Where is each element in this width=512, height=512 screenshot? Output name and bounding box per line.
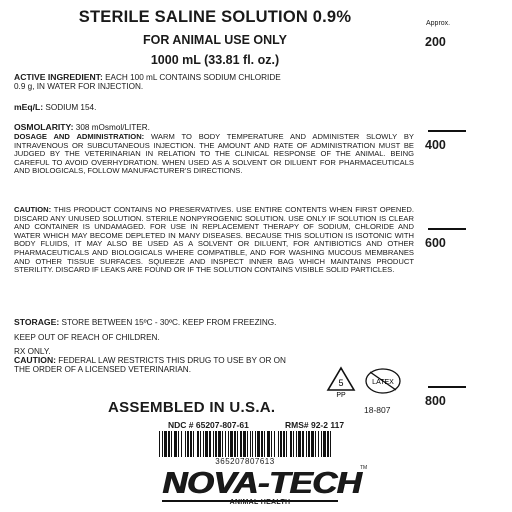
brand-tm: TM	[360, 465, 368, 471]
graduation-mark-400: 400	[425, 138, 446, 152]
active-ingredient	[14, 73, 414, 92]
active-ingredient-line1: EACH 100 mL CONTAINS SODIUM CHLORIDE	[105, 73, 281, 82]
barcode-bars	[155, 431, 335, 457]
osmolarity-line	[14, 123, 414, 132]
ndc-number: NDC # 65207-807-61	[168, 420, 249, 430]
barcode-bar	[330, 431, 331, 457]
barcode-bar	[215, 431, 217, 457]
federal-caution-line2: THE ORDER OF A LICENSED VETERINARIAN.	[14, 365, 191, 375]
barcode-bar	[321, 431, 322, 457]
federal-caution-line1: FEDERAL LAW RESTRICTS THIS DRUG TO USE BY OR ON	[58, 356, 286, 365]
barcode-bar	[311, 431, 314, 457]
barcode-bar	[278, 431, 279, 457]
barcode-bar	[267, 431, 270, 457]
barcode-bar	[302, 431, 304, 457]
rms-number: RMS# 92-2 117	[285, 420, 345, 430]
barcode-bar	[286, 431, 287, 457]
storage-label: STORAGE:	[14, 317, 60, 327]
barcode-bar	[171, 431, 172, 457]
barcode-bar	[290, 431, 292, 457]
barcode-bar	[181, 431, 182, 457]
storage-line	[14, 318, 414, 327]
meq-label: mEq/L:	[14, 102, 44, 112]
recycle-icon	[326, 366, 356, 398]
caution-text: THIS PRODUCT CONTAINS NO PRESERVATIVES. USE ENTIRE CONTENTS WHEN FIRST OPENED. DISCARD ANY UNUSED SOLUTION. STERILE NONPYROGENIC SOLUTION. USE ONLY IF SOLUTION IS CLEAR AND CONTAINER IS UNDAMAGED. FOR USE IN REPLACEMENT THERAPY OF SODIUM, CHLORIDE AND WATER WHICH MAY BECOME DEPLETED IN MANY DISEASES. BECAUSE THIS SOLUTION IS ISOTONIC WITH BODY FLUIDS, IT MAY ALSO BE USED AS A SOLVENT OR DILUENT, FOR ANTIBIOTICS AND OTHER PHARMACEUTICALS AND BIOLOGICALS WHERE COMPATIBLE, AND FOR WASHING MUCOUS MEMBRANES AND OTHER TISSUE SURFACES. SQUEEZE AND INSPECT INNER BAG WHICH MAINTAINS PRODUCT STERILITY. DISCARD IF LEAKS ARE FOUND OR IF THE SOLUTION CONTAINS VISIBLE SOLID PARTICLES.	[14, 205, 414, 275]
graduation-tick	[428, 130, 466, 132]
barcode-bar	[190, 431, 192, 457]
graduation-mark-800: 800	[425, 394, 446, 408]
barcode-bar	[228, 431, 229, 457]
barcode-bar	[283, 431, 285, 457]
barcode-bar	[323, 431, 326, 457]
barcode-bar	[280, 431, 282, 457]
barcode-bar	[315, 431, 316, 457]
brand-name: NOVA-TECH	[162, 465, 361, 500]
brand-tagline: ANIMAL HEALTH	[229, 499, 291, 506]
meq-line	[14, 103, 414, 112]
barcode-bar	[274, 431, 275, 457]
latex-text: LATEX	[372, 379, 394, 386]
meq-text: SODIUM 154.	[45, 103, 97, 112]
barcode-bar	[298, 431, 301, 457]
product-volume: 1000 mL (33.81 fl. oz.)	[150, 53, 280, 67]
barcode-bar	[252, 431, 253, 457]
barcode-bar	[234, 431, 236, 457]
barcode-bar	[261, 431, 263, 457]
federal-caution-label: CAUTION:	[14, 355, 57, 365]
recycle-code: PP	[336, 392, 346, 398]
osmolarity-label: OSMOLARITY:	[14, 122, 74, 132]
lot-code: 18-807	[364, 405, 391, 415]
barcode-bar	[318, 431, 319, 457]
osmolarity-text: 308 mOsmol/LITER.	[75, 123, 150, 132]
barcode-bar	[257, 431, 260, 457]
barcode-bar	[230, 431, 233, 457]
graduation-tick	[428, 228, 466, 230]
barcode-bar	[185, 431, 186, 457]
barcode-bar	[271, 431, 272, 457]
barcode-bar	[168, 431, 170, 457]
barcode-bar	[200, 431, 201, 457]
graduation-caption: Approx.	[426, 20, 451, 27]
barcode-bar	[205, 431, 208, 457]
caution-paragraph	[14, 206, 414, 275]
barcode	[155, 431, 335, 457]
barcode-bar	[255, 431, 256, 457]
graduation-mark-600: 600	[425, 236, 446, 250]
graduation-tick	[428, 386, 466, 388]
active-ingredient-label: ACTIVE INGREDIENT:	[14, 72, 103, 82]
barcode-number: 365207807613	[215, 457, 275, 466]
caution-label: CAUTION:	[14, 205, 52, 214]
latex-free-icon	[364, 367, 402, 395]
barcode-bar	[162, 431, 163, 457]
rx-only: RX ONLY.	[14, 347, 51, 356]
barcode-bar	[164, 431, 167, 457]
barcode-bar	[218, 431, 221, 457]
barcode-bar	[306, 431, 307, 457]
product-title: STERILE SALINE SOLUTION 0.9%	[78, 8, 352, 26]
barcode-bar	[225, 431, 226, 457]
barcode-bar	[159, 431, 160, 457]
barcode-bar	[240, 431, 242, 457]
dosage-text: WARM TO BODY TEMPERATURE AND ADMINISTER SLOWLY BY INTRAVENOUS OR SUBCUTANEOUS INJECTION. THE AMOUNT AND RATE OF ADMINISTRATION MUST BE JUDGED BY THE VETERINARIAN IN RELATION TO THE CLINICAL RESPONSE OF THE ANIMAL. BEING CAREFUL TO AVOID OVERHYDRATION. WHEN USED AS A SOLVENT OR DILUENT FOR PHARMACEUTICALS AND BIOLOGICALS, FOLLOW MANUFACTURER'S DIRECTIONS.	[14, 132, 414, 176]
barcode-bar	[178, 431, 179, 457]
dosage-label: DOSAGE AND ADMINISTRATION:	[14, 132, 145, 141]
barcode-bar	[237, 431, 238, 457]
barcode-bar	[197, 431, 199, 457]
barcode-bar	[222, 431, 223, 457]
barcode-bar	[264, 431, 265, 457]
barcode-bar	[174, 431, 177, 457]
barcode-bar	[187, 431, 189, 457]
barcode-bar	[209, 431, 211, 457]
brand-logo	[160, 465, 370, 509]
recycle-number: 5	[338, 378, 344, 388]
barcode-bar	[193, 431, 194, 457]
barcode-bar	[308, 431, 310, 457]
assembled-in-usa: ASSEMBLED IN U.S.A.	[108, 399, 276, 416]
barcode-bar	[203, 431, 204, 457]
storage-text: STORE BETWEEN 15ºC - 30ºC. KEEP FROM FREEZING.	[61, 318, 277, 327]
graduation-mark-200: 200	[425, 35, 446, 49]
barcode-bar	[243, 431, 246, 457]
product-subtitle: FOR ANIMAL USE ONLY	[143, 33, 287, 47]
barcode-bar	[327, 431, 329, 457]
barcode-bar	[296, 431, 297, 457]
keep-out-warning: KEEP OUT OF REACH OF CHILDREN.	[14, 333, 160, 342]
barcode-bar	[247, 431, 248, 457]
barcode-bar	[213, 431, 214, 457]
barcode-bar	[293, 431, 294, 457]
active-ingredient-line2: 0.9 g, IN WATER FOR INJECTION.	[14, 82, 144, 92]
dosage-paragraph	[14, 133, 414, 176]
barcode-bar	[250, 431, 251, 457]
